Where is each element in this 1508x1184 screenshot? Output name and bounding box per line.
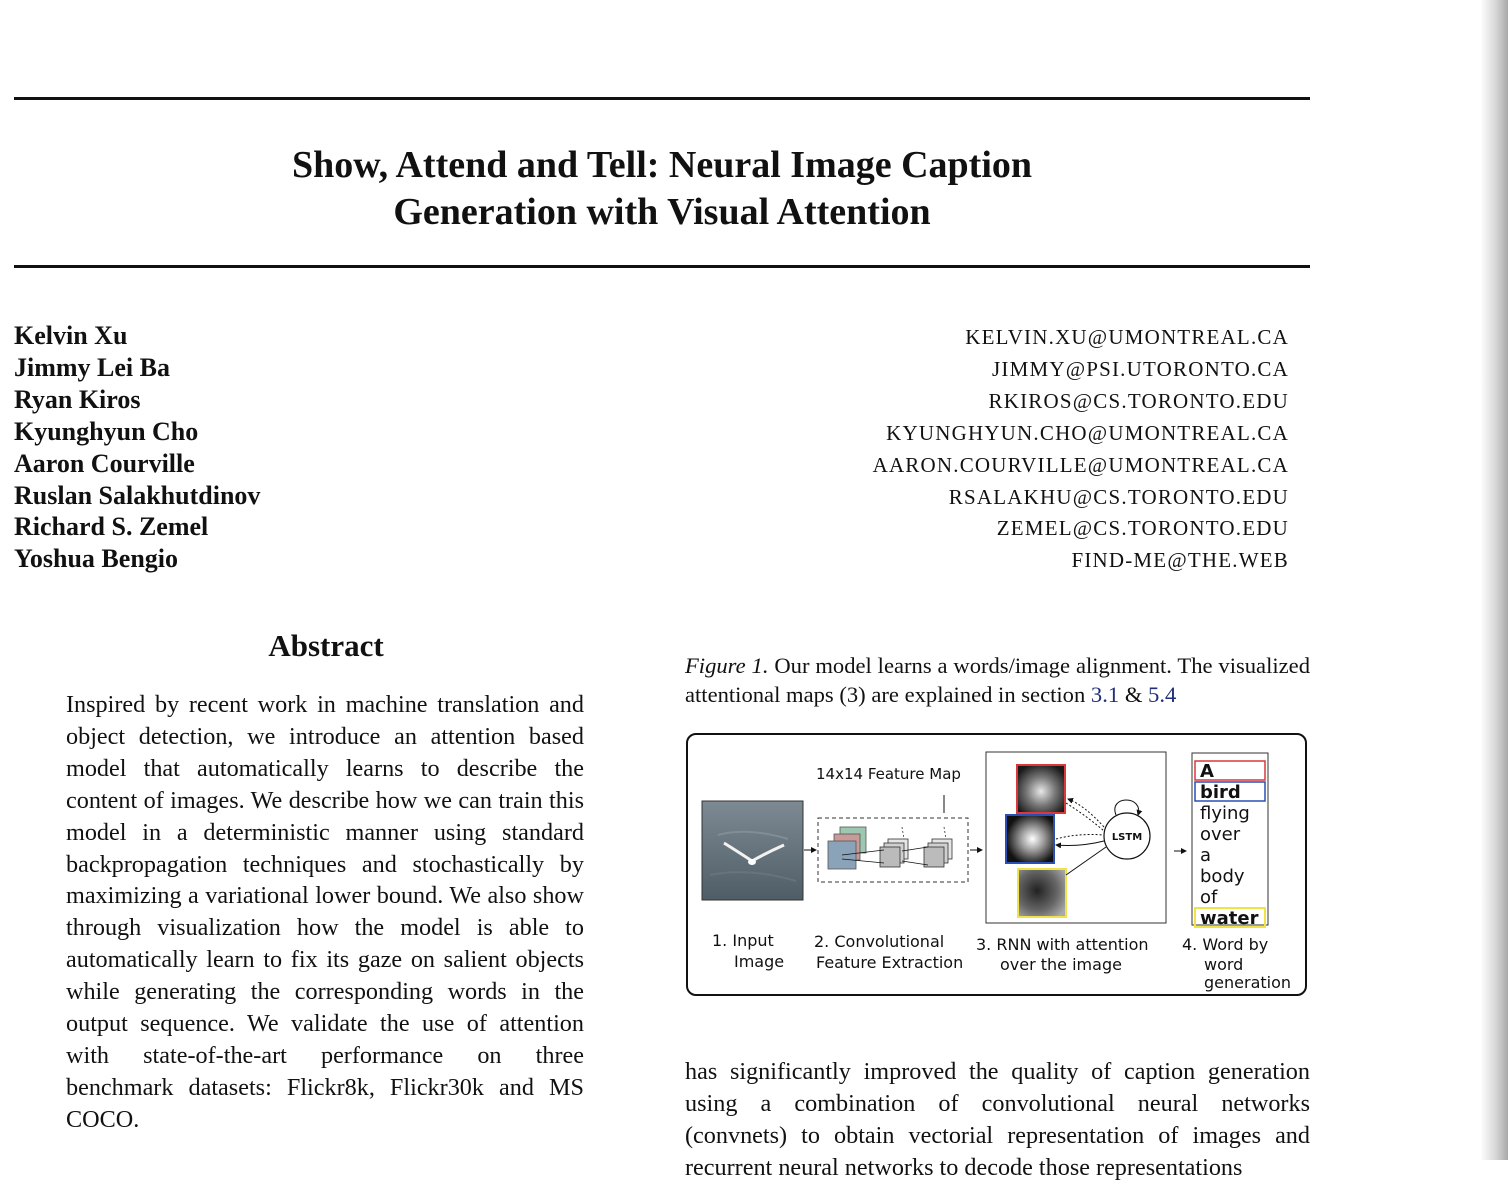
- caption-text: Our model learns a words/image alignment. The visualized attentional maps (3) are explained in section: [685, 653, 1310, 707]
- title-line-2: Generation with Visual Attention: [393, 191, 931, 233]
- title-top-rule: [14, 97, 1310, 100]
- abstract-heading: Abstract: [268, 628, 384, 663]
- figure-1: [686, 733, 1307, 996]
- author-list: [14, 320, 260, 575]
- attention-arrow: [1056, 835, 1104, 840]
- step-label: generation: [1204, 973, 1292, 992]
- section-ref-link[interactable]: 3.1: [1090, 682, 1120, 707]
- generated-word: over: [1200, 824, 1241, 845]
- feature-map-label: 14x14 Feature Map: [816, 765, 961, 783]
- title-line-1: Show, Attend and Tell: Neural Image Caption: [291, 144, 1033, 186]
- step-label: 3. RNN with attention: [976, 935, 1149, 954]
- author-name: Jimmy Lei Ba: [14, 352, 170, 382]
- author-email: RSALAKHU@CS.TORONTO.EDU: [948, 484, 1289, 509]
- generated-word: water: [1200, 908, 1259, 929]
- email-list: [873, 322, 1289, 577]
- author-name: Richard S. Zemel: [14, 512, 209, 542]
- author-email: AARON.COURVILLE@UMONTREAL.CA: [872, 452, 1289, 477]
- author-email: ZEMEL@CS.TORONTO.EDU: [996, 516, 1289, 541]
- generated-word: flying: [1200, 803, 1250, 824]
- step-label: 1. Input: [712, 931, 774, 950]
- author-email: KYUNGHYUN.CHO@UMONTREAL.CA: [886, 420, 1289, 445]
- caption-ampersand: &: [1119, 682, 1149, 707]
- author-email: KELVIN.XU@UMONTREAL.CA: [965, 325, 1289, 349]
- input-image: [702, 801, 803, 900]
- author-name: Aaron Courville: [14, 448, 195, 478]
- page-edge-shadow: [1480, 0, 1508, 1160]
- attention-map-a: [1017, 765, 1065, 813]
- step-label: word: [1204, 955, 1244, 974]
- attention-arrow: [1066, 847, 1106, 875]
- generated-word: body: [1200, 866, 1245, 887]
- figure-label: Figure 1.: [685, 653, 769, 678]
- step-label: 4. Word by: [1182, 935, 1269, 954]
- author-name: Kyunghyun Cho: [14, 416, 199, 446]
- author-name: Yoshua Bengio: [14, 544, 178, 574]
- figure-caption: [685, 651, 1310, 709]
- author-name: Ruslan Salakhutdinov: [14, 480, 261, 510]
- attention-map-water: [1018, 869, 1066, 917]
- step-label: 2. Convolutional: [814, 932, 945, 951]
- attention-arrow: [1056, 841, 1104, 846]
- paper-title: [14, 142, 1310, 236]
- step-label: over the image: [1000, 955, 1122, 974]
- body-paragraph: has significantly improved the quality of caption generation using a combination of convolutional neural networks (convnets) to obtain vectorial representation of images and recurrent neural networks to decode those representations: [685, 1058, 1310, 1181]
- figure-diagram: [688, 735, 1305, 994]
- step-label: Feature Extraction: [816, 953, 964, 972]
- attention-arrow: [1066, 803, 1104, 831]
- attention-map-bird: [1006, 815, 1054, 863]
- lstm-label: LSTM: [1111, 832, 1143, 843]
- title-bottom-rule: [14, 265, 1310, 268]
- author-email: FIND-ME@THE.WEB: [1071, 548, 1289, 573]
- generated-word: a: [1200, 845, 1212, 866]
- section-ref-link[interactable]: 5.4: [1148, 682, 1177, 707]
- generated-word: of: [1200, 887, 1218, 908]
- author-name: Ryan Kiros: [14, 384, 141, 414]
- generated-word: bird: [1200, 782, 1241, 803]
- author-email: RKIROS@CS.TORONTO.EDU: [988, 388, 1289, 413]
- conv-feature-stack: [828, 827, 952, 869]
- abstract-body: Inspired by recent work in machine translation and object detection, we introduce an attention based model that automatically learns to describe the content of images. We describe how we can train this model in a deterministic manner using standard backpropagation techniques and stochastically by maximizing a variational lower bound. We also show through visualization how the model is able to automatically learn to fix its gaze on salient objects while generating the corresponding words in the output sequence. We validate the use of attention with state-of-the-art performance on three benchmark datasets: Flickr8k, Flickr30k and MS COCO.: [66, 691, 584, 1133]
- generated-word: A: [1200, 761, 1214, 782]
- attention-arrow: [1068, 799, 1104, 827]
- step-label: Image: [734, 952, 785, 971]
- author-name: Kelvin Xu: [14, 321, 128, 350]
- author-email: JIMMY@PSI.UTORONTO.CA: [992, 356, 1289, 381]
